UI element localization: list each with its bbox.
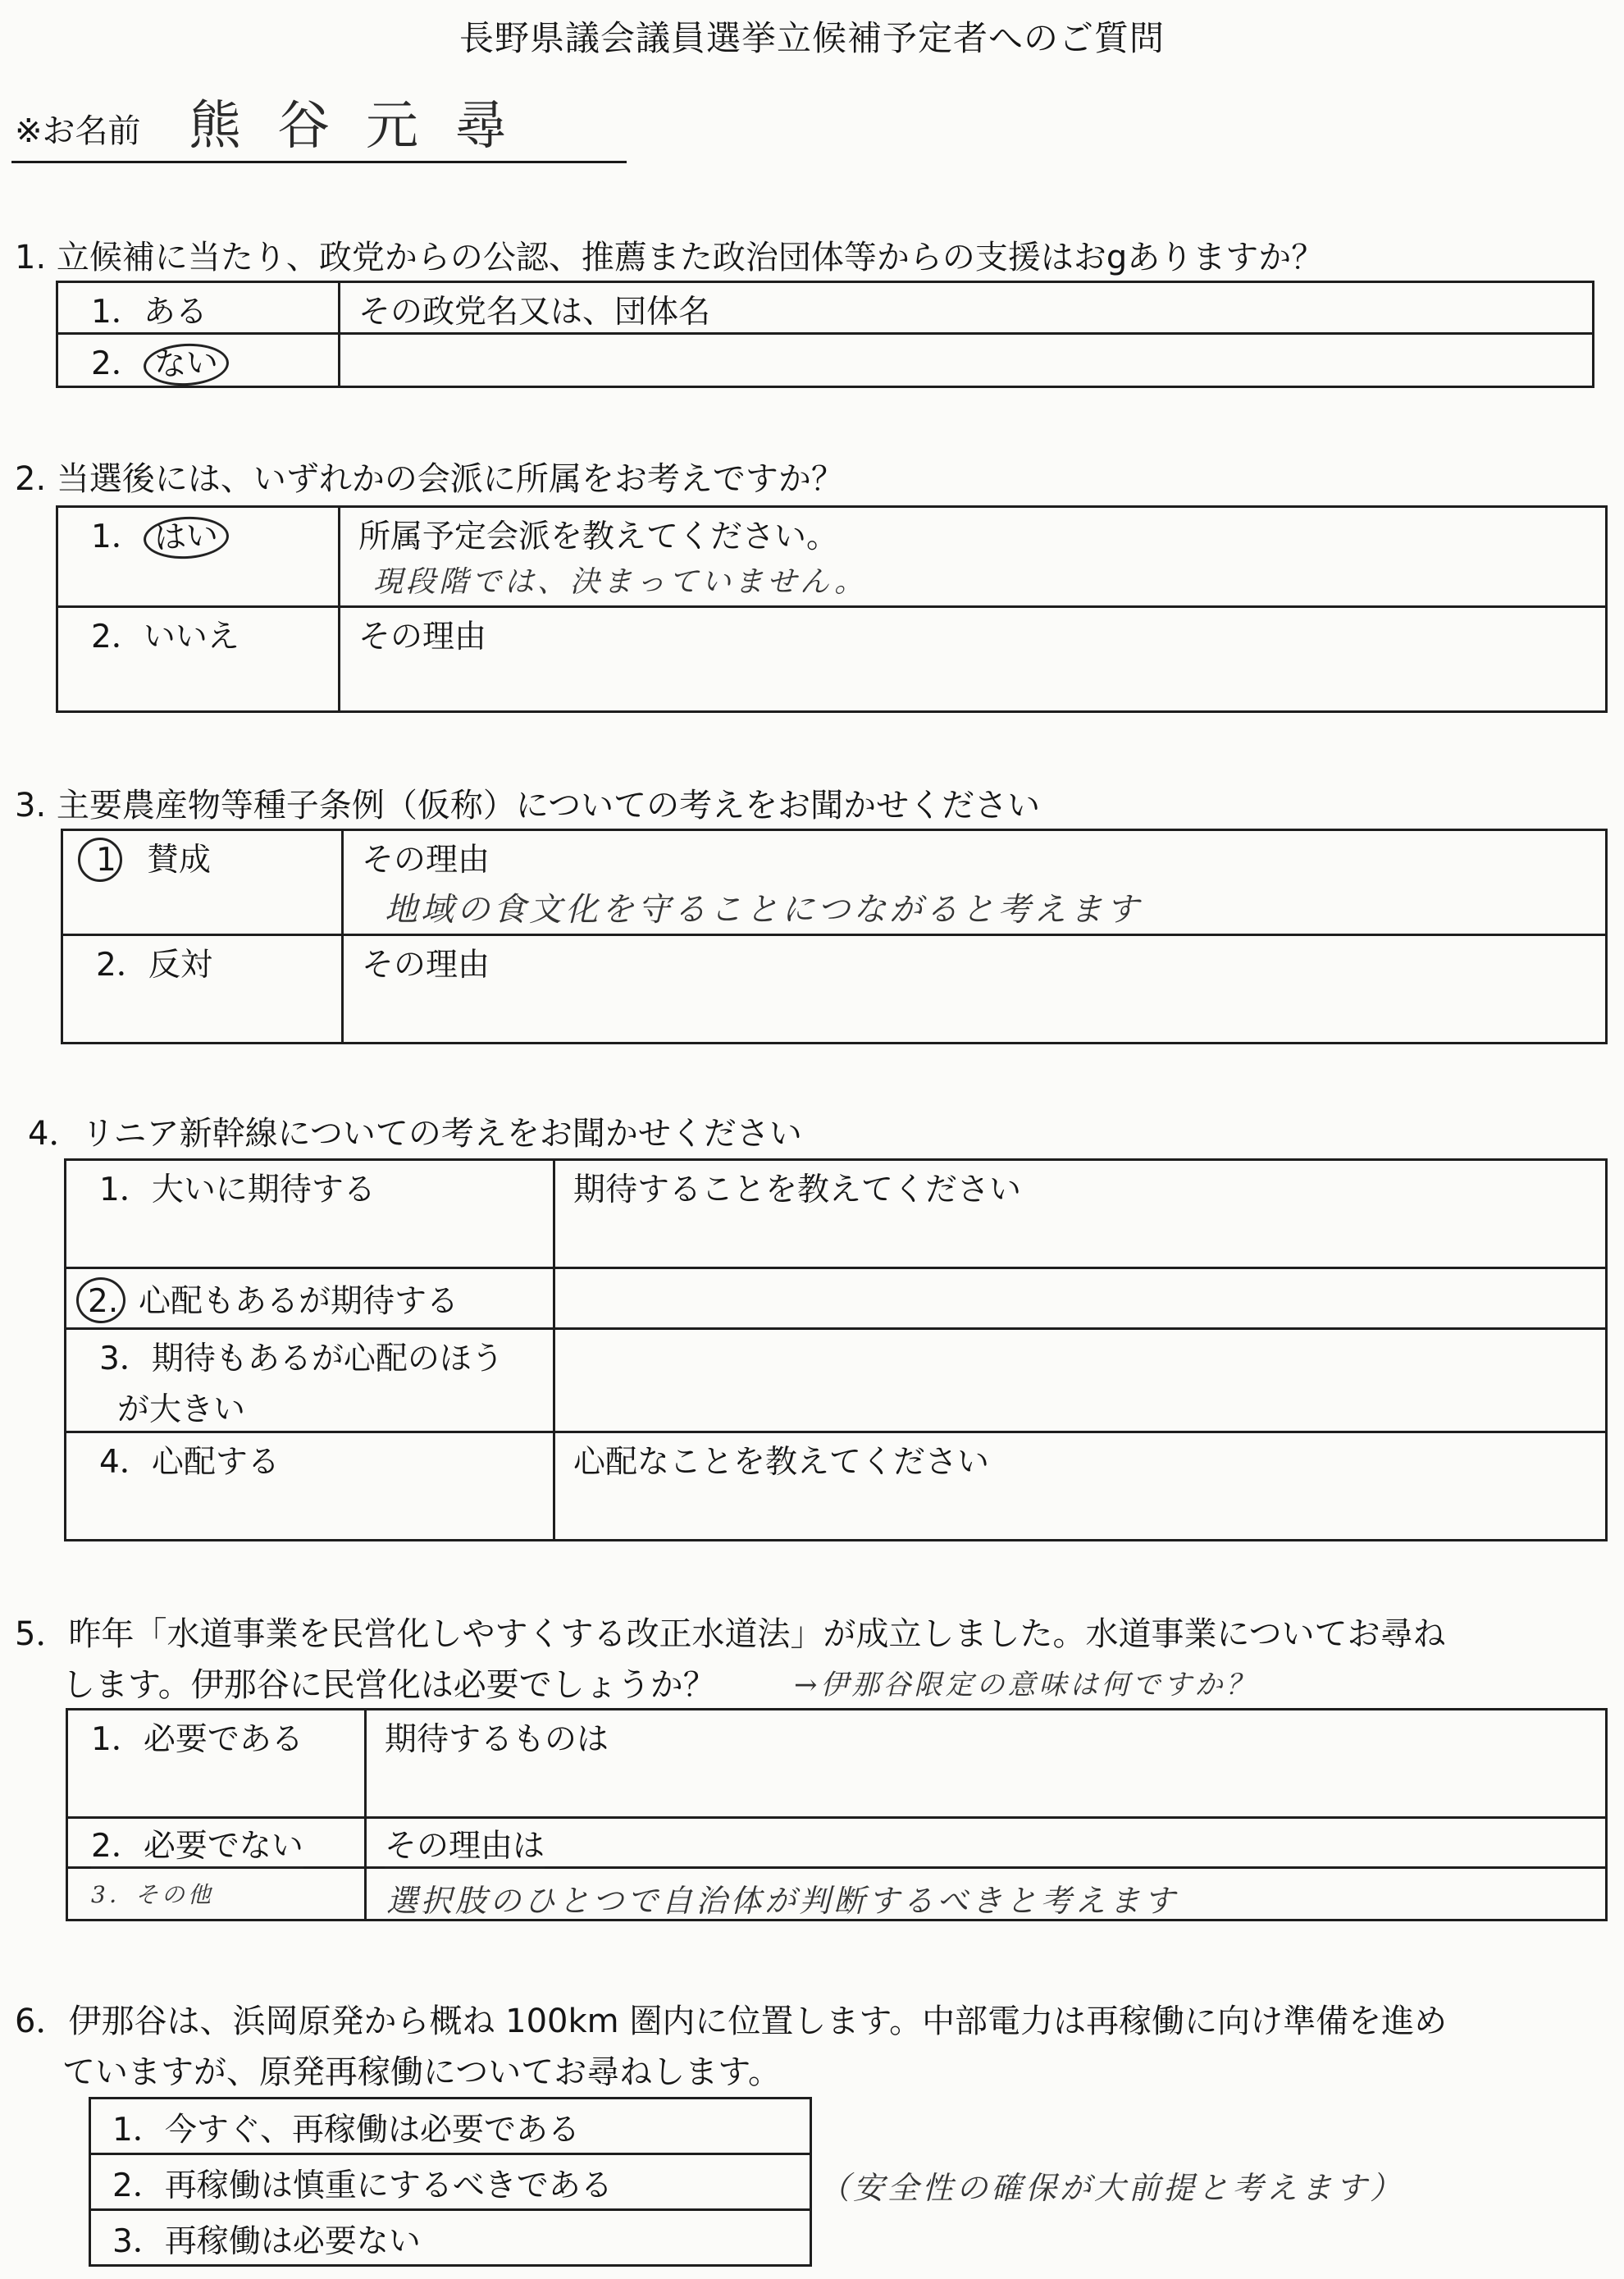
q4-row-4 bbox=[66, 1432, 1607, 1541]
q4-option-1-detail: 期待することを教えてください bbox=[573, 1171, 1022, 1208]
q4-option-2-num: 2. bbox=[88, 1283, 119, 1320]
name-label: ※お名前 bbox=[15, 112, 141, 150]
q3-row-2 bbox=[62, 935, 1607, 1044]
q5-option-3-detail-cell bbox=[366, 1868, 1607, 1920]
q5-row-2 bbox=[67, 1818, 1607, 1868]
q1-option-1 bbox=[57, 282, 340, 334]
q4-option-3 bbox=[66, 1329, 554, 1432]
q3-option-1-detail-cell bbox=[343, 830, 1607, 935]
q5-question-line2: します。伊那谷に民営化は必要でしょうか？ bbox=[62, 1666, 716, 1704]
q5-table bbox=[66, 1708, 1608, 1921]
q4-row-3 bbox=[66, 1329, 1607, 1432]
q4-option-1 bbox=[66, 1160, 554, 1268]
q3-question: 3. 主要農産物等種子条例（仮称）についての考えをお聞かせください bbox=[15, 787, 1041, 824]
q6-row-1 bbox=[90, 2099, 811, 2154]
q2-option-1 bbox=[57, 507, 340, 607]
q4-option-3-label-line2: が大きい bbox=[117, 1391, 246, 1428]
q1-row-2 bbox=[57, 334, 1594, 387]
q1-option-1-label: 1．ある bbox=[91, 294, 208, 331]
q6-question-line1: 6．伊那谷は、浜岡原発から概ね 100km 圏内に位置します。中部電力は再稼働に向け準備を進め bbox=[15, 2003, 1448, 2040]
q3-option-2-detail-cell bbox=[343, 935, 1607, 1044]
q1-option-2-prefix: 2． bbox=[91, 345, 144, 382]
q1-option-1-detail-cell bbox=[340, 282, 1594, 334]
q3-row-1 bbox=[62, 830, 1607, 935]
q1-option-1-detail: その政党名又は、団体名 bbox=[358, 294, 711, 331]
name-handwritten: 熊谷元尋 bbox=[189, 96, 543, 157]
q5-option-3 bbox=[67, 1868, 366, 1920]
q1-option-2-detail-cell bbox=[340, 334, 1594, 387]
q6-option-1 bbox=[90, 2099, 811, 2154]
q1-option-2-circled: ない bbox=[143, 341, 230, 387]
q4-option-3-label: 3．期待もあるが心配のほう bbox=[99, 1340, 504, 1377]
q4-option-1-label: 1．大いに期待する bbox=[99, 1171, 376, 1208]
q4-option-4-detail: 心配なことを教えてください bbox=[573, 1444, 990, 1481]
q5-question-line1: 5．昨年「水道事業を民営化しやすくする改正水道法」が成立しました。水道事業についてお尋ね bbox=[15, 1615, 1446, 1653]
q3-option-2-detail: その理由 bbox=[362, 947, 490, 984]
q6-option-3 bbox=[90, 2210, 811, 2266]
q1-row-1 bbox=[57, 282, 1594, 334]
q5-option-2-label: 2．必要でない bbox=[91, 1828, 303, 1869]
q1-option-2 bbox=[57, 334, 340, 387]
q4-option-1-detail-cell bbox=[554, 1160, 1607, 1268]
q1-question: 1. 立候補に当たり、政党からの公認、推薦また政治団体等からの支援はおgありますか？ bbox=[15, 239, 1325, 276]
q3-option-1-response: 地域の食文化を守ることにつながると考えます bbox=[385, 891, 1143, 929]
q2-option-2-detail: その理由 bbox=[358, 619, 487, 655]
q5-row-1 bbox=[67, 1710, 1607, 1818]
q3-option-1-circle bbox=[78, 838, 122, 882]
q5-option-3-response: 選択肢のひとつで自治体が判断するべきと考えます bbox=[386, 1883, 1179, 1919]
q2-option-1-prefix: 1． bbox=[91, 518, 144, 555]
q6-option-1-label: 1．今すぐ、再稼働は必要である bbox=[112, 2112, 581, 2149]
q3-option-2-label: 2．反対 bbox=[96, 947, 212, 984]
q2-option-2-label: 2．いいえ bbox=[91, 619, 239, 655]
q2-option-2 bbox=[57, 607, 340, 712]
q4-option-2-circle bbox=[76, 1277, 125, 1323]
q4-option-2 bbox=[66, 1268, 554, 1329]
q3-option-1-label: 賛成 bbox=[147, 842, 212, 879]
q6-table bbox=[89, 2097, 812, 2267]
q5-option-1 bbox=[67, 1710, 366, 1818]
q6-row-2 bbox=[90, 2154, 811, 2210]
q5-option-3-label: 3．その他 bbox=[91, 1881, 214, 1908]
q6-option-2 bbox=[90, 2154, 811, 2210]
q5-option-2-detail-cell bbox=[366, 1818, 1607, 1868]
q5-option-1-label: 1．必要である bbox=[91, 1721, 303, 1758]
q2-option-1-detail-cell bbox=[340, 507, 1607, 607]
q4-option-4-label: 4．心配する bbox=[99, 1444, 280, 1481]
q5-row-3 bbox=[67, 1868, 1607, 1920]
q3-option-1 bbox=[62, 830, 343, 935]
q4-option-4-detail-cell bbox=[554, 1432, 1607, 1541]
q2-question: 2. 当選後には、いずれかの会派に所属をお考えですか？ bbox=[15, 460, 844, 498]
q2-option-1-circled: はい bbox=[143, 514, 230, 560]
q6-note-handwritten: （安全性の確保が大前提と考えます） bbox=[819, 2170, 1405, 2206]
q2-row-1 bbox=[57, 507, 1607, 607]
q4-option-2-label: 心配もあるが期待する bbox=[139, 1283, 459, 1320]
q5-option-2-detail: その理由は bbox=[385, 1828, 545, 1869]
q2-option-1-response: 現段階では、決まっていません。 bbox=[373, 565, 868, 599]
q5-option-1-detail-cell bbox=[366, 1710, 1607, 1818]
q4-row-2 bbox=[66, 1268, 1607, 1329]
q2-row-2 bbox=[57, 607, 1607, 712]
q4-question: 4．リニア新幹線についての考えをお聞かせください bbox=[28, 1115, 802, 1153]
q6-option-3-label: 3．再稼働は必要ない bbox=[112, 2223, 421, 2260]
q2-option-2-detail-cell bbox=[340, 607, 1607, 712]
q3-option-1-num: 1 bbox=[96, 842, 116, 879]
q1-table bbox=[56, 281, 1594, 388]
q6-question-line2: ていますが、原発再稼働についてお尋ねします。 bbox=[62, 2053, 781, 2091]
q3-option-2 bbox=[62, 935, 343, 1044]
q2-option-1-detail: 所属予定会派を教えてください。 bbox=[358, 518, 839, 555]
q4-row-1 bbox=[66, 1160, 1607, 1268]
q5-note-handwritten: →伊那谷限定の意味は何ですか？ bbox=[794, 1669, 1257, 1701]
q4-option-3-detail-cell bbox=[554, 1329, 1607, 1432]
q3-table bbox=[61, 829, 1608, 1044]
q3-option-1-detail: その理由 bbox=[362, 842, 490, 879]
q6-option-2-label: 2．再稼働は慎重にするべきである bbox=[112, 2167, 613, 2204]
name-underline bbox=[11, 161, 627, 163]
q4-table bbox=[64, 1158, 1608, 1541]
q4-option-2-detail-cell bbox=[554, 1268, 1607, 1329]
page-title: 長野県議会議員選挙立候補予定者へのご質問 bbox=[458, 18, 1165, 58]
q6-row-3 bbox=[90, 2210, 811, 2266]
q2-table bbox=[56, 505, 1608, 713]
q4-option-4 bbox=[66, 1432, 554, 1541]
q5-option-2 bbox=[67, 1818, 366, 1868]
q5-option-1-detail: 期待するものは bbox=[385, 1721, 609, 1758]
